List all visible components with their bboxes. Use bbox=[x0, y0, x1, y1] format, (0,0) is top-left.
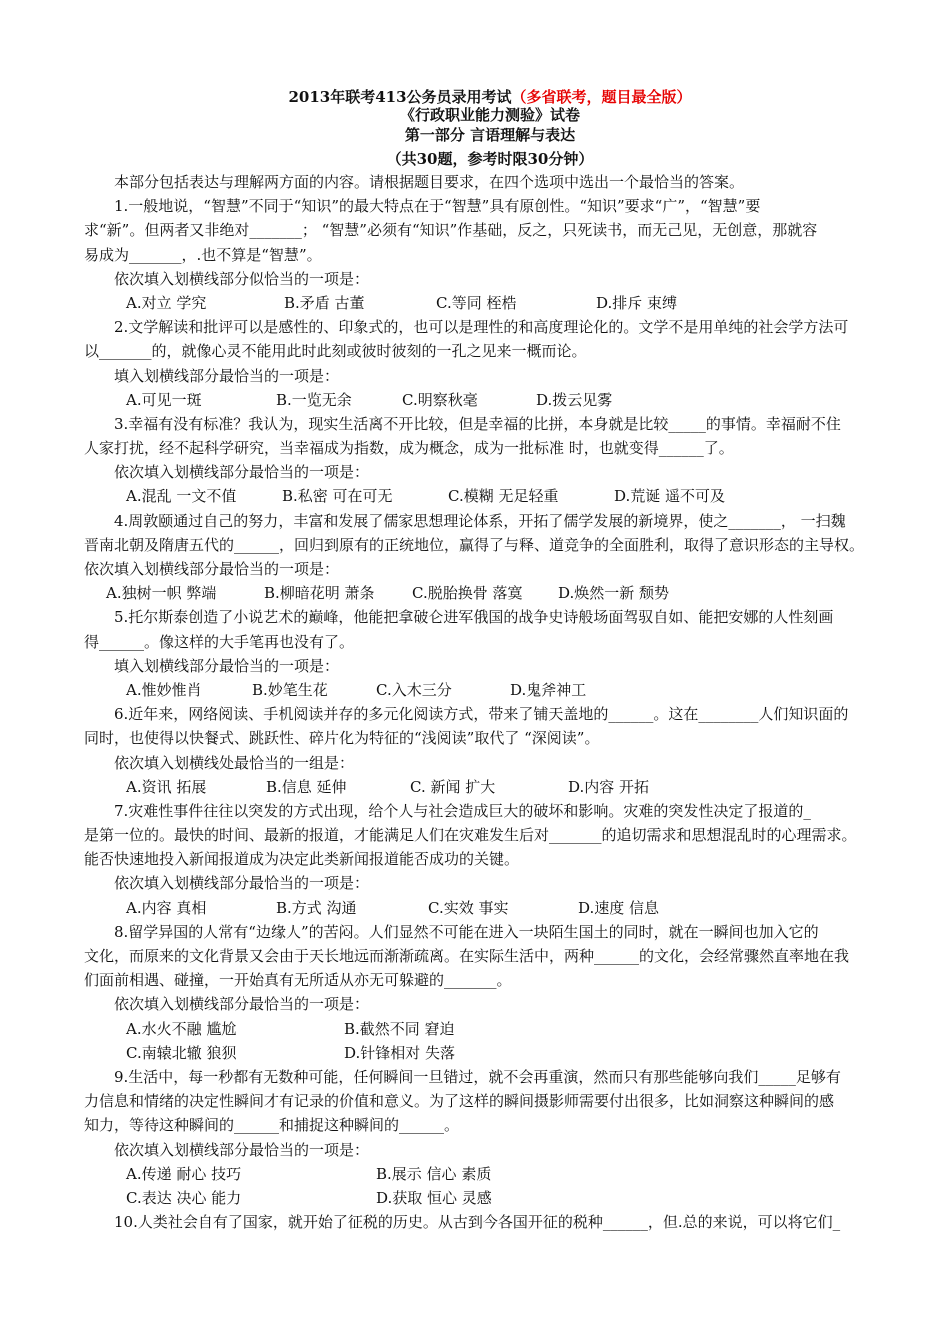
part-info: （共30题，参考时限30分钟） bbox=[386, 150, 594, 168]
question-text-line: 9.生活中，每一秒都有无数种可能，任何瞬间一旦错过，就不会再重演，然而只有那些能够向我们_____足够有 bbox=[114, 1067, 841, 1086]
option-a[interactable]: A.独树一帜 弊端 bbox=[106, 584, 217, 603]
option-b[interactable]: B.柳暗花明 萧条 bbox=[264, 584, 375, 603]
option-a[interactable]: A.传递 耐心 技巧 bbox=[126, 1164, 242, 1183]
option-a[interactable]: A.水火不融 尴尬 bbox=[126, 1019, 237, 1038]
question-text-line: 能否快速地投入新闻报道成为决定此类新闻报道能否成功的关键。 bbox=[84, 850, 520, 869]
question-text-line: 7.灾难性事件往往以突发的方式出现，给个人与社会造成巨大的破坏和影响。灾难的突发性决定了报道的_ bbox=[114, 801, 811, 820]
question-prompt: 依次填入划横线部分最恰当的一项是： bbox=[114, 463, 370, 482]
question-8 bbox=[84, 920, 896, 1065]
option-a[interactable]: A.对立 学究 bbox=[126, 293, 207, 312]
option-c[interactable]: C.明察秋毫 bbox=[402, 390, 478, 409]
option-a[interactable]: A.资讯 拓展 bbox=[126, 777, 207, 796]
question-7 bbox=[84, 799, 896, 920]
options-row bbox=[84, 291, 896, 315]
option-c[interactable]: C.等同 桎梏 bbox=[436, 293, 517, 312]
question-text-line: 5.托尔斯泰创造了小说艺术的巅峰，他能把拿破仑进军俄国的战争史诗般场面驾驭自如、能把安娜的人性刻画 bbox=[114, 608, 834, 627]
question-5 bbox=[84, 605, 896, 702]
exam-subtitle: 《行政职业能力测验》试卷 bbox=[399, 106, 580, 124]
option-c[interactable]: C.实效 事实 bbox=[428, 898, 509, 917]
option-b[interactable]: B.展示 信心 素质 bbox=[376, 1164, 492, 1183]
question-text-line: 3.幸福有没有标准？我认为，现实生活离不开比较，但是幸福的比拼，本身就是比较_____的事情。幸福耐不住 bbox=[114, 414, 841, 433]
question-6 bbox=[84, 702, 896, 799]
exam-page bbox=[84, 88, 896, 1234]
options-row bbox=[84, 678, 896, 702]
exam-title-main: 2013年联考413公务员录用考试 bbox=[288, 88, 512, 106]
option-b[interactable]: B.截然不同 窘迫 bbox=[344, 1019, 455, 1038]
question-prompt: 填入划横线部分最恰当的一项是： bbox=[114, 656, 340, 675]
option-b[interactable]: B.私密 可在可无 bbox=[282, 487, 393, 506]
option-d[interactable]: D.针锋相对 失落 bbox=[344, 1043, 456, 1062]
option-b[interactable]: B.信息 延伸 bbox=[266, 777, 347, 796]
option-c[interactable]: C.入木三分 bbox=[376, 680, 452, 699]
option-d[interactable]: D.鬼斧神工 bbox=[510, 680, 587, 699]
option-b[interactable]: B.一览无余 bbox=[276, 390, 352, 409]
question-text-line: 同时，也使得以快餐式、跳跃性、碎片化为特征的“浅阅读”取代了 “深阅读”。 bbox=[84, 729, 600, 748]
options-row bbox=[84, 388, 896, 412]
option-a[interactable]: A.内容 真相 bbox=[126, 898, 207, 917]
question-text-line: 是第一位的。最快的时间、最新的报道，才能满足人们在灾难发生后对_______的追切需求和思想混乱时的心理需求。 bbox=[84, 826, 857, 845]
options-row bbox=[84, 484, 896, 508]
question-3 bbox=[84, 412, 896, 509]
option-d[interactable]: D.荒诞 遥不可及 bbox=[614, 487, 726, 506]
question-text-line: 求“新”。但两者又非绝对_______； “智慧”必须有“知识”作基础，反之，只死读书，而无己见，无创意，那就容 bbox=[84, 221, 818, 240]
option-c[interactable]: C.模糊 无足轻重 bbox=[448, 487, 559, 506]
options-row bbox=[84, 581, 896, 605]
question-text-line: 4.周敦颐通过自己的努力，丰富和发展了儒家思想理论体系，开拓了儒学发展的新境界，使之_______， 一扫魏 bbox=[114, 511, 846, 530]
option-c[interactable]: C. 新闻 扩大 bbox=[410, 777, 496, 796]
question-text-line: 文化，而原来的文化背景又会由于天长地远而渐渐疏离。在实际生活中，两种______的文化，会经常骤然直率地在我 bbox=[84, 947, 850, 965]
question-text-line: 得______。像这样的大手笔再也没有了。 bbox=[84, 632, 355, 651]
options-row bbox=[84, 1017, 896, 1041]
question-text-line: 1.一般地说，“智慧”不同于“知识”的最大特点在于“智慧”具有原创性。“知识”要求“广”，“智慧”要 bbox=[114, 197, 761, 216]
question-text-line: 2.文学解读和批评可以是感性的、印象式的，也可以是理性的和高度理论化的。文学不是用单纯的社会学方法可 bbox=[114, 318, 849, 337]
question-prompt: 依次填入划横线部分似恰当的一项是： bbox=[114, 269, 370, 288]
exam-title-note: （多省联考，题目最全版） bbox=[511, 88, 692, 106]
question-text-line: 们面前相遇、碰撞，一开始真有无所适从亦无可躲避的_______。 bbox=[84, 971, 512, 990]
option-a[interactable]: A.惟妙惟肖 bbox=[126, 680, 202, 699]
question-prompt: 填入划横线部分最恰当的一项是： bbox=[114, 366, 340, 385]
question-9 bbox=[84, 1065, 896, 1210]
option-d[interactable]: D.拨云见雾 bbox=[536, 390, 613, 409]
option-a[interactable]: A.混乱 一文不值 bbox=[126, 487, 237, 506]
question-text-line: 6.近年来，网络阅读、手机阅读并存的多元化阅读方式，带来了铺天盖地的______。这在________人们知识面的 bbox=[114, 705, 849, 724]
options-row bbox=[84, 775, 896, 799]
question-text-line: 力信息和情绪的决定性瞬间才有记录的价值和意义。为了这样的瞬间摄影师需要付出很多，比如洞察这种瞬间的感 bbox=[84, 1092, 835, 1111]
question-prompt: 依次填入划横线部分最恰当的一项是： bbox=[84, 560, 340, 578]
question-2 bbox=[84, 315, 896, 412]
option-b[interactable]: B.矛盾 古董 bbox=[284, 293, 365, 312]
option-d[interactable]: D.内容 开拓 bbox=[568, 777, 650, 796]
question-prompt: 依次填入划横线部分最恰当的一项是： bbox=[114, 995, 370, 1014]
question-10 bbox=[84, 1210, 896, 1234]
question-prompt: 依次填入划横线部分最恰当的一项是： bbox=[114, 1140, 370, 1159]
option-d[interactable]: D.排斥 束缚 bbox=[596, 293, 678, 312]
part-heading: 第一部分 言语理解与表达 bbox=[404, 126, 576, 144]
question-text-line: 知力，等待这种瞬间的______和捕捉这种瞬间的______。 bbox=[84, 1116, 460, 1135]
option-c[interactable]: C.表达 决心 能力 bbox=[126, 1188, 242, 1207]
question-text-line: 以_______的，就像心灵不能用此时此刻或彼时彼刻的一孔之见来一概而论。 bbox=[84, 342, 587, 361]
question-text-line: 晋南北朝及隋唐五代的______，回归到原有的正统地位，赢得了与释、道竞争的全面胜利，取得了意识形态的主导权。 bbox=[84, 535, 865, 554]
question-4 bbox=[84, 509, 896, 606]
question-text-line: 10.人类社会自有了国家，就开始了征税的历史。从古到今各国开征的税种______，但.总的来说，可以将它们_ bbox=[114, 1213, 841, 1232]
option-d[interactable]: D.速度 信息 bbox=[578, 898, 660, 917]
option-b[interactable]: B.妙笔生花 bbox=[252, 680, 328, 699]
question-prompt: 依次填入划横线处最恰当的一组是： bbox=[114, 753, 355, 772]
option-c[interactable]: C.脱胎换骨 落寞 bbox=[412, 584, 523, 603]
intro-text: 本部分包括表达与理解两方面的内容。请根据题目要求，在四个选项中选出一个最恰当的答案。 bbox=[114, 173, 745, 191]
question-text-line: 易成为_______，.也不算是“智慧”。 bbox=[84, 245, 322, 264]
question-text-line: 8.留学异国的人常有“边缘人”的苦闷。人们显然不可能在进入一块陌生国土的同时，就在一瞬间也加入它的 bbox=[114, 922, 819, 941]
options-row bbox=[84, 1162, 896, 1186]
options-row bbox=[84, 1041, 896, 1065]
question-prompt: 依次填入划横线部分最恰当的一项是： bbox=[114, 874, 370, 893]
question-1 bbox=[84, 194, 896, 315]
option-d[interactable]: D.焕然一新 颓势 bbox=[558, 584, 670, 603]
option-a[interactable]: A.可见一斑 bbox=[126, 390, 202, 409]
options-row bbox=[84, 1186, 896, 1210]
question-text-line: 人家打扰，经不起科学研究，当幸福成为指数，成为概念，成为一批标准 时，也就变得______了。 bbox=[84, 439, 734, 458]
option-d[interactable]: D.获取 恒心 灵感 bbox=[376, 1188, 492, 1207]
option-c[interactable]: C.南辕北辙 狼狈 bbox=[126, 1043, 237, 1062]
options-row bbox=[84, 896, 896, 920]
exam-title bbox=[84, 88, 896, 106]
option-b[interactable]: B.方式 沟通 bbox=[276, 898, 357, 917]
